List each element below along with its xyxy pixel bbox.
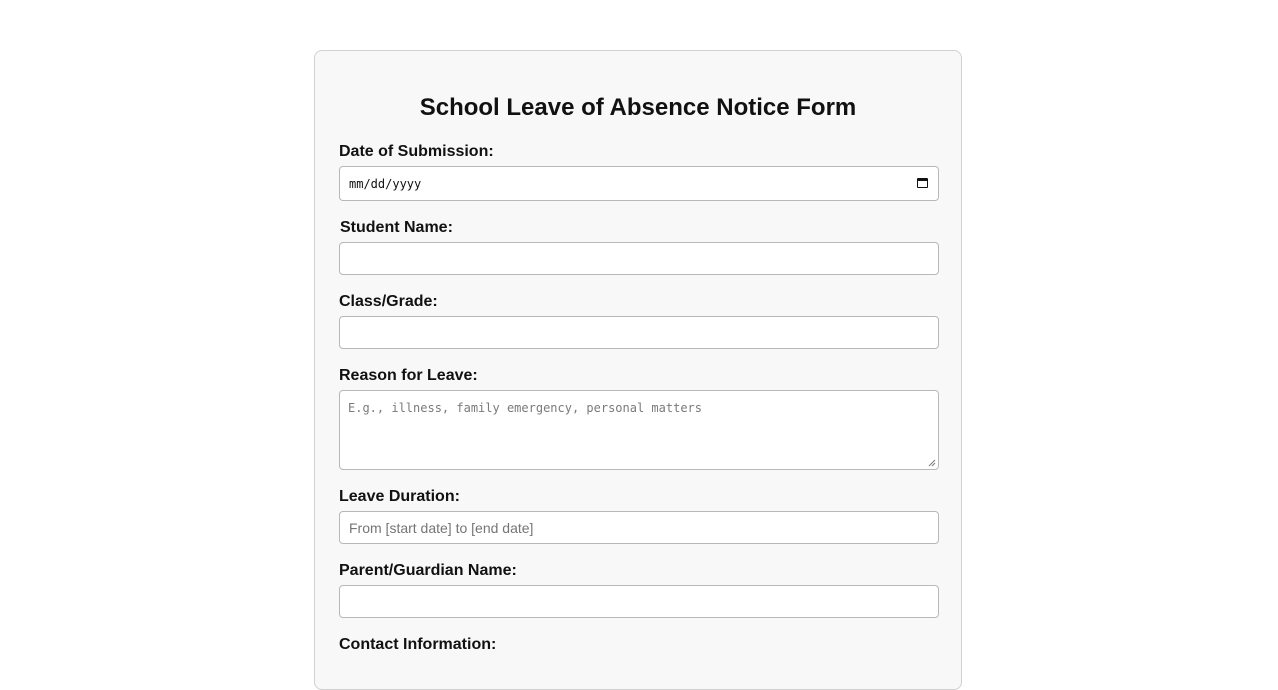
- leave-duration-placeholder: From [start date] to [end date]: [349, 520, 534, 536]
- resize-handle-icon[interactable]: [928, 459, 936, 467]
- class-grade-label: Class/Grade:: [339, 293, 438, 310]
- student-name-input[interactable]: [339, 242, 939, 275]
- leave-form-card: [314, 50, 962, 690]
- reason-for-leave-placeholder: E.g., illness, family emergency, personal matters: [348, 401, 703, 415]
- date-of-submission-label: Date of Submission:: [339, 143, 494, 160]
- date-of-submission-value: mm/dd/yyyy: [349, 177, 422, 191]
- parent-guardian-name-label: Parent/Guardian Name:: [339, 562, 517, 579]
- contact-information-label: Contact Information:: [339, 636, 497, 653]
- form-title: School Leave of Absence Notice Form: [419, 94, 857, 121]
- date-of-submission-input[interactable]: [339, 166, 939, 201]
- leave-duration-input[interactable]: [339, 511, 939, 544]
- student-name-label: Student Name:: [340, 219, 453, 236]
- reason-for-leave-label: Reason for Leave:: [339, 367, 478, 384]
- class-grade-input[interactable]: [339, 316, 939, 349]
- calendar-icon[interactable]: [917, 178, 928, 188]
- leave-duration-label: Leave Duration:: [339, 488, 460, 505]
- reason-for-leave-textarea[interactable]: [339, 390, 939, 470]
- parent-guardian-name-input[interactable]: [339, 585, 939, 618]
